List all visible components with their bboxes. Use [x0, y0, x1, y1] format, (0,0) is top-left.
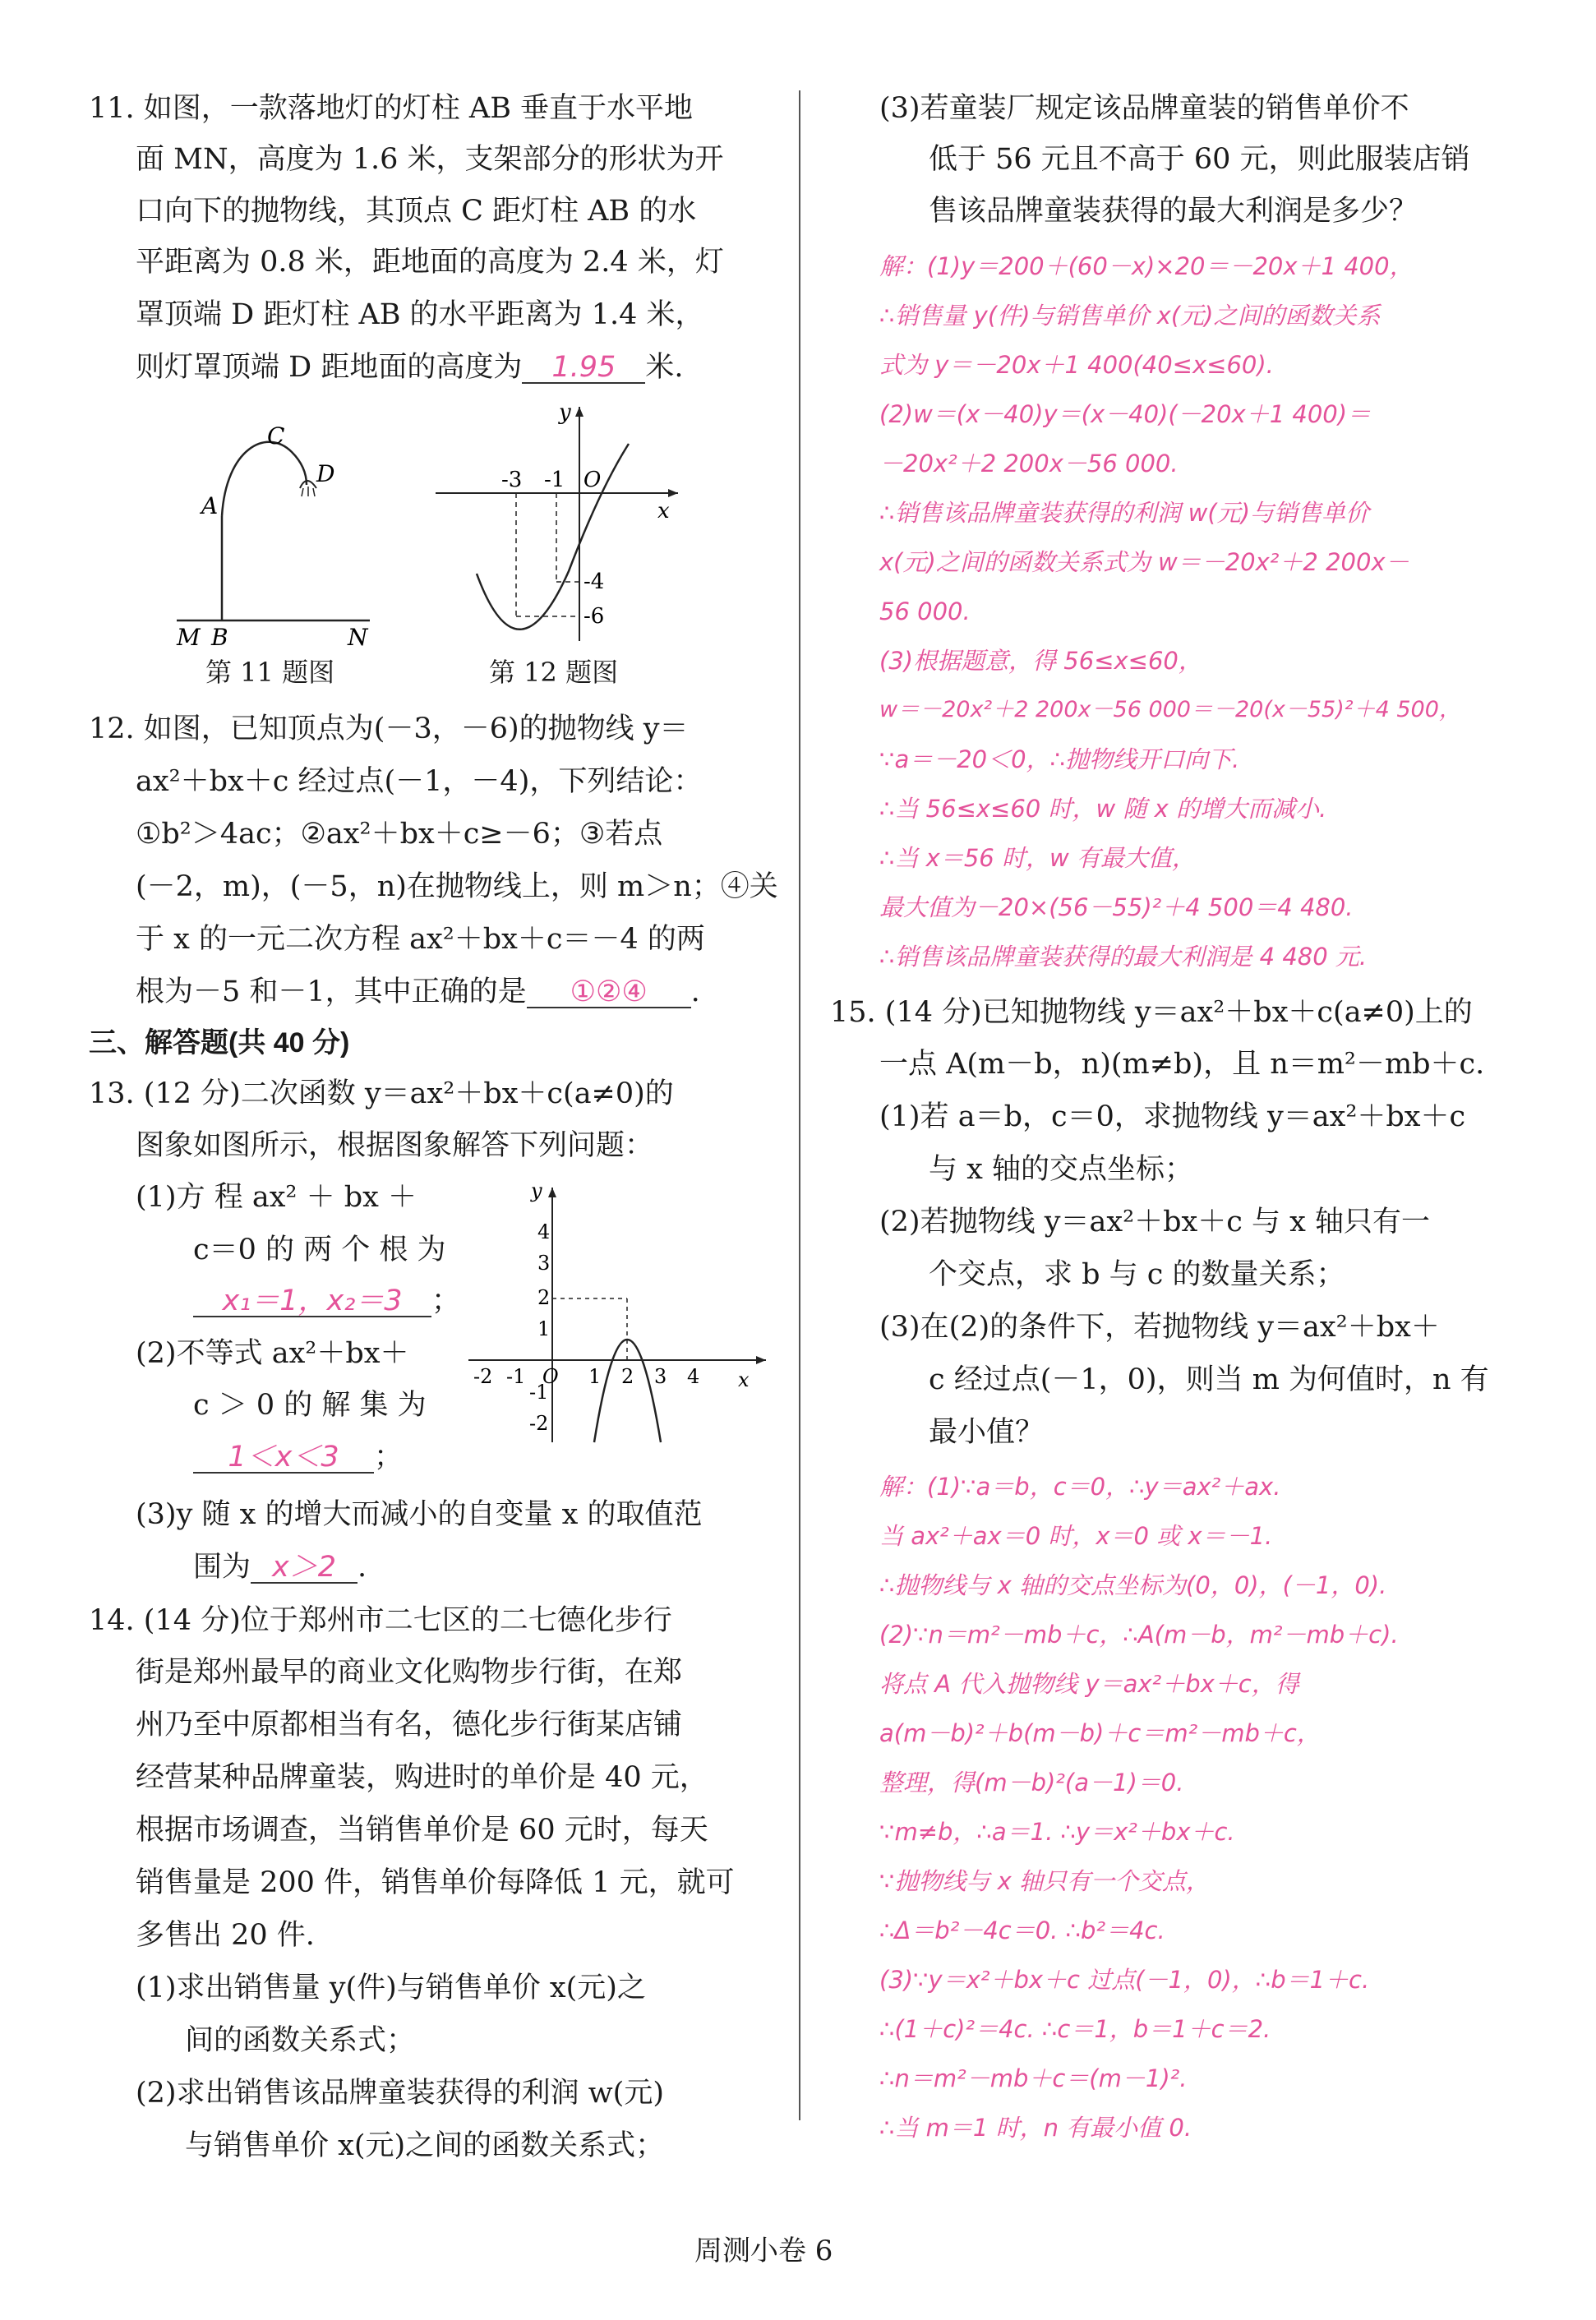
q11-line-1: 11. 如图，一款落地灯的灯柱 AB 垂直于水平地: [89, 92, 694, 125]
q14-solution-13: ∴当 x＝56 时，w 有最大值，: [879, 844, 1196, 872]
q15-solution-1: 解：(1)∵a＝b，c＝0，∴y＝ax²＋ax.: [879, 1473, 1281, 1501]
fig11-label-c: C: [267, 422, 285, 450]
q15-line-8: c 经过点(－1，0)，则当 m 为何值时，n 有: [929, 1363, 1489, 1396]
fig11-label-n: N: [348, 624, 368, 649]
fig13-tick-x4: 4: [687, 1365, 700, 1388]
fig13-tick-x2: 2: [621, 1365, 634, 1388]
q14-line-8: (1)求出销售量 y(件)与销售单价 x(元)之: [136, 1972, 646, 2004]
q12-line-3: ①b²＞4ac；②ax²＋bx＋c≥－6；③若点: [136, 818, 663, 851]
q14-solution-3: 式为 y＝－20x＋1 400(40≤x≤60).: [879, 351, 1274, 379]
figure-11: [160, 419, 382, 649]
q15-solution-13: ∴n＝m²－mb＋c＝(m－1)².: [879, 2064, 1188, 2092]
q14-line-6: 销售量是 200 件，销售单价每降低 1 元，就可: [136, 1866, 735, 1899]
q14-solution-6: ∴销售该品牌童装获得的利润 w(元)与销售单价: [879, 499, 1370, 527]
q14-solution-9: (3)根据题意，得 56≤x≤60，: [879, 647, 1202, 675]
q14-solution-11: ∵a＝－20＜0，∴抛物线开口向下.: [879, 745, 1240, 773]
section-3-heading: 三、解答题(共 40 分): [89, 1027, 350, 1059]
fig11-label-a: A: [201, 492, 219, 519]
q15-line-5: (2)若抛物线 y＝ax²＋bx＋c 与 x 轴只有一: [879, 1206, 1430, 1238]
q14-line-4: 经营某种品牌童装，购进时的单价是 40 元，: [136, 1761, 708, 1794]
q12-line-1: 12. 如图，已知顶点为(－3，－6)的抛物线 y＝: [89, 713, 689, 745]
q13-p3-dot: .: [357, 1551, 367, 1584]
fig13-label-x: x: [738, 1368, 750, 1391]
q12-line-6: [136, 978, 700, 1008]
fig13-tick-y4: 4: [537, 1220, 551, 1243]
q13-p1-line-1: (1)方 程 ax² ＋ bx ＋: [136, 1181, 417, 1214]
q15-solution-8: ∵m≠b，∴a＝1. ∴y＝x²＋bx＋c.: [879, 1818, 1235, 1846]
q11-line-2: 面 MN，高度为 1.6 米，支架部分的形状为开: [136, 143, 724, 176]
fig12-label-neg6: -6: [584, 604, 605, 629]
fig13-tick-yneg2: -2: [529, 1412, 549, 1435]
q12-line-5: 于 x 的一元二次方程 ax²＋bx＋c＝－4 的两: [136, 923, 705, 956]
q12-line-4: (－2，m)，(－5，n)在抛物线上，则 m＞n；④关: [136, 870, 778, 903]
q13-p3-line-1: (3)y 随 x 的增大而减小的自变量 x 的取值范: [136, 1498, 703, 1531]
q14-solution-7: x(元)之间的函数关系式为 w＝－20x²＋2 200x－: [879, 548, 1409, 576]
q11-question-text: 则灯罩顶端 D 距地面的高度为: [136, 351, 523, 384]
fig13-label-origin: O: [542, 1365, 559, 1388]
fig13-tick-xneg1: -1: [506, 1365, 526, 1388]
q13-p2-line-1: (2)不等式 ax²＋bx＋: [136, 1337, 409, 1370]
q15-solution-11: (3)∵y＝x²＋bx＋c 过点(－1，0)，∴b＝1＋c.: [879, 1966, 1370, 1994]
q11-answer: 1.95: [522, 353, 645, 384]
fig12-label-neg1: -1: [544, 468, 565, 492]
q13-p3-text: 围为: [193, 1551, 251, 1584]
q13-p1-answer: x₁＝1，x₂＝3: [193, 1287, 431, 1317]
q14-line-7: 多售出 20 件.: [136, 1919, 315, 1952]
q14-line-10: (2)求出销售该品牌童装获得的利润 w(元): [136, 2077, 664, 2110]
q15-solution-2: 当 ax²＋ax＝0 时，x＝0 或 x＝－1.: [879, 1522, 1273, 1550]
q15-solution-10: ∴Δ＝b²－4c＝0. ∴b²＝4c.: [879, 1916, 1165, 1944]
fig13-label-y: y: [531, 1179, 542, 1202]
figure-12: [427, 394, 690, 649]
q15-line-7: (3)在(2)的条件下，若抛物线 y＝ax²＋bx＋: [879, 1311, 1440, 1344]
page-footer: 周测小卷 6: [694, 2235, 833, 2267]
q15-solution-4: (2)∵n＝m²－mb＋c，∴A(m－b，m²－mb＋c).: [879, 1621, 1399, 1649]
q14-line-13: 低于 56 元且不高于 60 元，则此服装店销: [929, 143, 1470, 176]
q15-line-1: 15. (14 分)已知抛物线 y＝ax²＋bx＋c(a≠0)上的: [830, 996, 1473, 1029]
q15-solution-9: ∵抛物线与 x 轴只有一个交点，: [879, 1867, 1211, 1895]
column-divider: [799, 90, 800, 2120]
q14-line-12: (3)若童装厂规定该品牌童装的销售单价不: [879, 92, 1409, 125]
q15-line-6: 个交点，求 b 与 c 的数量关系；: [929, 1258, 1345, 1291]
fig12-label-origin: O: [584, 468, 602, 492]
q14-solution-14: 最大值为－20×(56－55)²＋4 500＝4 480.: [879, 893, 1354, 921]
q15-line-4: 与 x 轴的交点坐标；: [929, 1153, 1193, 1186]
q15-line-9: 最小值？: [929, 1416, 1045, 1449]
q13-p2-line-2: c ＞ 0 的 解 集 为: [193, 1389, 427, 1422]
q15-line-2: 一点 A(m－b，n)(m≠b)，且 n＝m²－mb＋c.: [879, 1048, 1485, 1081]
q15-solution-14: ∴当 m＝1 时，n 有最小值 0.: [879, 2114, 1192, 2142]
q13-p1-answer-line: [193, 1287, 460, 1317]
fig13-tick-x1: 1: [588, 1365, 602, 1388]
q11-line-5: 罩顶端 D 距灯柱 AB 的水平距离为 1.4 米，: [136, 298, 704, 331]
q15-solution-3: ∴抛物线与 x 轴的交点坐标为(0，0)，(－1，0).: [879, 1571, 1387, 1599]
fig12-label-y: y: [559, 400, 571, 425]
q13-p2-answer-line: [193, 1443, 403, 1474]
fig13-tick-y1: 1: [537, 1317, 551, 1340]
q13-line-1: 13. (12 分)二次函数 y＝ax²＋bx＋c(a≠0)的: [89, 1077, 674, 1110]
q13-p1-line-2: c＝0 的 两 个 根 为: [193, 1234, 446, 1266]
fig13-tick-x3: 3: [654, 1365, 667, 1388]
fig12-label-x: x: [657, 499, 670, 523]
q15-solution-7: 整理，得(m－b)²(a－1)＝0.: [879, 1769, 1184, 1797]
fig13-tick-y3: 3: [537, 1252, 551, 1275]
q11-unit: 米.: [645, 351, 684, 384]
q13-p3-answer: x＞2: [251, 1553, 357, 1584]
q15-solution-5: 将点 A 代入抛物线 y＝ax²＋bx＋c，得: [879, 1670, 1299, 1698]
q14-solution-12: ∴当 56≤x≤60 时，w 随 x 的增大而减小.: [879, 795, 1327, 823]
q11-line-4: 平距离为 0.8 米，距地面的高度为 2.4 米，灯: [136, 246, 724, 279]
q14-solution-8: 56 000.: [879, 597, 971, 625]
q14-line-5: 根据市场调查，当销售单价是 60 元时，每天: [136, 1814, 708, 1847]
q12-tail: .: [690, 976, 700, 1008]
q14-line-2: 街是郑州最早的商业文化购物步行街，在郑: [136, 1656, 683, 1689]
q15-solution-6: a(m－b)²＋b(m－b)＋c＝m²－mb＋c，: [879, 1719, 1321, 1747]
fig12-label-neg4: -4: [584, 570, 605, 594]
figure-13: [460, 1171, 773, 1451]
q13-p3-line-2: [193, 1553, 367, 1584]
fig12-caption: 第 12 题图: [489, 657, 619, 688]
q12-line-2: ax²＋bx＋c 经过点(－1，－4)，下列结论：: [136, 765, 703, 798]
q13-p2-semicolon: ；: [374, 1441, 404, 1474]
q14-solution-4: (2)w＝(x－40)y＝(x－40)(－20x＋1 400)＝: [879, 400, 1372, 428]
q15-line-3: (1)若 a＝b，c＝0，求抛物线 y＝ax²＋bx＋c: [879, 1100, 1466, 1133]
q13-line-2: 图象如图所示，根据图象解答下列问题：: [136, 1129, 654, 1162]
q14-line-11: 与销售单价 x(元)之间的函数关系式；: [185, 2129, 665, 2162]
q12-question-text: 根为－5 和－1，其中正确的是: [136, 976, 527, 1008]
q14-solution-15: ∴销售该品牌童装获得的最大利润是 4 480 元.: [879, 943, 1368, 971]
q13-p1-semicolon: ；: [431, 1285, 461, 1317]
q15-solution-12: ∴(1＋c)²＝4c. ∴c＝1，b＝1＋c＝2.: [879, 2015, 1271, 2043]
fig11-label-b: B: [211, 624, 228, 649]
q14-solution-10: w＝－20x²＋2 200x－56 000＝－20(x－55)²＋4 500，: [879, 697, 1461, 722]
fig13-tick-xneg2: -2: [473, 1365, 493, 1388]
q13-p2-answer: 1＜x＜3: [193, 1443, 374, 1474]
q14-line-1: 14. (14 分)位于郑州市二七区的二七德化步行: [89, 1604, 672, 1637]
q14-line-14: 售该品牌童装获得的最大利润是多少？: [929, 195, 1418, 228]
fig13-tick-yneg1: -1: [529, 1381, 549, 1404]
q14-solution-5: －20x²＋2 200x－56 000.: [879, 450, 1179, 477]
fig12-label-neg3: -3: [501, 468, 523, 492]
fig13-tick-y2: 2: [537, 1286, 551, 1309]
fig11-label-m: M: [177, 624, 201, 649]
q11-line-6: [136, 353, 683, 384]
q14-line-3: 州乃至中原都相当有名，德化步行街某店铺: [136, 1709, 683, 1741]
q14-solution-2: ∴销售量 y(件)与销售单价 x(元)之间的函数关系: [879, 302, 1381, 330]
q14-solution-1: 解：(1)y＝200＋(60－x)×20＝－20x＋1 400，: [879, 252, 1414, 280]
fig11-label-d: D: [316, 460, 335, 487]
fig11-caption: 第 11 题图: [205, 657, 335, 688]
q11-line-3: 口向下的抛物线，其顶点 C 距灯柱 AB 的水: [136, 195, 697, 228]
q14-line-9: 间的函数关系式；: [185, 2024, 416, 2057]
q12-answer: ①②④: [527, 978, 691, 1008]
